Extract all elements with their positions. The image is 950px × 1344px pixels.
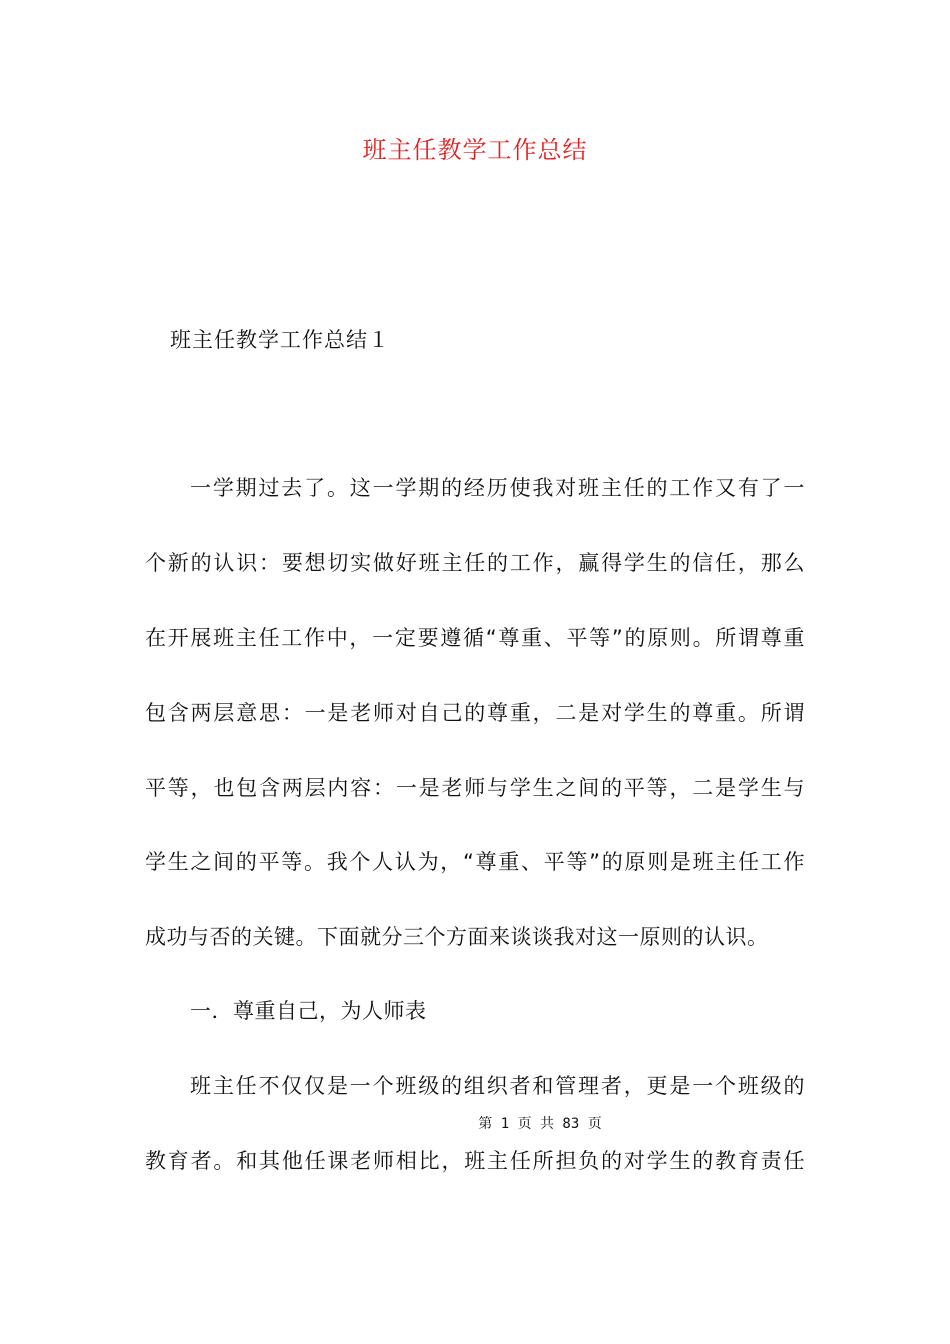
paragraph-line: 在开展班主任工作中，一定要遵循“尊重、平等”的原则。所谓尊重 (145, 626, 805, 650)
paragraph-line: 学生之间的平等。我个人认为，“尊重、平等”的原则是班主任工作 (145, 850, 805, 874)
section-title: 班主任教学工作总结１ (170, 328, 390, 352)
paragraph-line: 平等，也包含两层内容：一是老师与学生之间的平等，二是学生与 (145, 776, 805, 800)
paragraph-line: 个新的认识：要想切实做好班主任的工作，赢得学生的信任，那么 (145, 551, 805, 575)
paragraph-line: 包含两层意思：一是老师对自己的尊重，二是对学生的尊重。所谓 (145, 701, 805, 725)
paragraph-line: 一学期过去了。这一学期的经历使我对班主任的工作又有了一 (190, 476, 805, 500)
paragraph-line: 成功与否的关键。下面就分三个方面来谈谈我对这一原则的认识。 (145, 925, 769, 949)
paragraph-line: 教育者。和其他任课老师相比，班主任所担负的对学生的教育责任 (145, 1149, 805, 1173)
paragraph-line: 班主任不仅仅是一个班级的组织者和管理者，更是一个班级的 (190, 1074, 805, 1098)
section-heading: 一．尊重自己，为人师表 (190, 999, 427, 1023)
page-footer: 第 1 页 共 83 页 (478, 1116, 602, 1132)
document-title: 班主任教学工作总结 (362, 136, 588, 164)
